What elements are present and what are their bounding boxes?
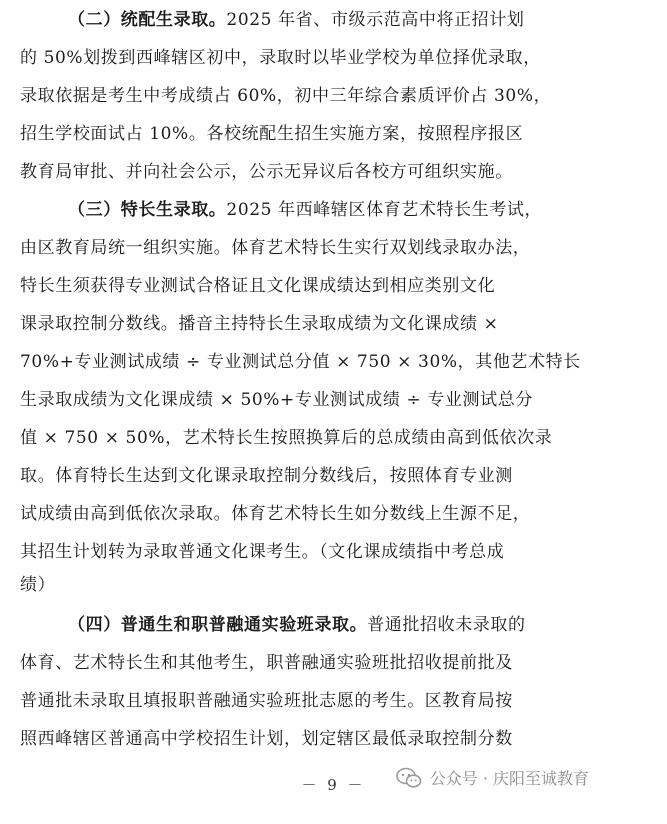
s3-line-3: 特长生须获得专业测试合格证且文化课成绩达到相应类别文化: [20, 276, 496, 296]
s3-line-4: 课录取控制分数线。播音主持特长生录取成绩为文化课成绩 ×: [20, 314, 499, 334]
s2-line-1-text: 2025 年省、市级示范高中将正招计划: [226, 10, 525, 30]
watermark-text: 公众号 · 庆阳至诚教育: [429, 769, 589, 788]
s3-line-7: 值 × 750 × 50%，艺术特长生按照换算后的总成绩由高到低依次录: [20, 428, 553, 448]
s3-line-10: 其招生计划转为录取普通文化课考生。（文化课成绩指中考总成: [20, 542, 505, 562]
s3-line-6: 生录取成绩为文化课成绩 × 50%+专业测试成绩 ÷ 专业测试总分: [20, 390, 533, 410]
s2-line-3: 录取依据是考生中考成绩占 60%，初中三年综合素质评价占 30%，: [20, 86, 552, 106]
s3-line-2: 由区教育局统一组织实施。体育艺术特长生实行双划线录取办法，: [20, 238, 531, 258]
s3-heading: （三）特长生录取。: [68, 200, 227, 220]
s2-line-2: 的 50%划拨到西峰辖区初中，录取时以毕业学校为单位择优录取，: [20, 48, 541, 68]
s4-line-2: 体育、艺术特长生和其他考生，职普融通实验班批招收提前批及: [20, 653, 513, 673]
s4-line-1: [68, 613, 640, 637]
page-number: － 9 －: [301, 776, 366, 794]
s2-line-1: [68, 8, 640, 32]
s4-line-3: 普通批未录取且填报职普融通实验班批志愿的考生。区教育局按: [20, 691, 513, 711]
s3-line-11: 绩）: [20, 575, 56, 595]
s2-line-4: 招生学校面试占 10%。各校统配生招生实施方案，按照程序报区: [20, 124, 524, 144]
watermark: [396, 766, 589, 789]
wechat-icon: [396, 767, 422, 789]
s3-line-1-text: 2025 年西峰辖区体育艺术特长生考试，: [226, 200, 543, 220]
s3-line-1: [68, 198, 640, 222]
s3-line-9: 试成绩由高到低依次录取。体育艺术特长生如分数线上生源不足，: [20, 504, 531, 524]
s2-heading: （二）统配生录取。: [68, 10, 227, 30]
s3-line-5: 70%+专业测试成绩 ÷ 专业测试总分值 × 750 × 30%，其他艺术特长: [20, 352, 581, 372]
s4-line-4: 照西峰辖区普通高中学校招生计划，划定辖区最低录取控制分数: [20, 729, 513, 749]
s4-heading: （四）普通生和职普融通实验班录取。: [68, 615, 368, 635]
s3-line-8: 取。体育特长生达到文化课录取控制分数线后，按照体育专业测: [20, 466, 513, 486]
s2-line-5: 教育局审批、并向社会公示，公示无异议后各校方可组织实施。: [20, 162, 513, 182]
s4-line-1-text: 普通批招收未录取的: [367, 615, 526, 635]
